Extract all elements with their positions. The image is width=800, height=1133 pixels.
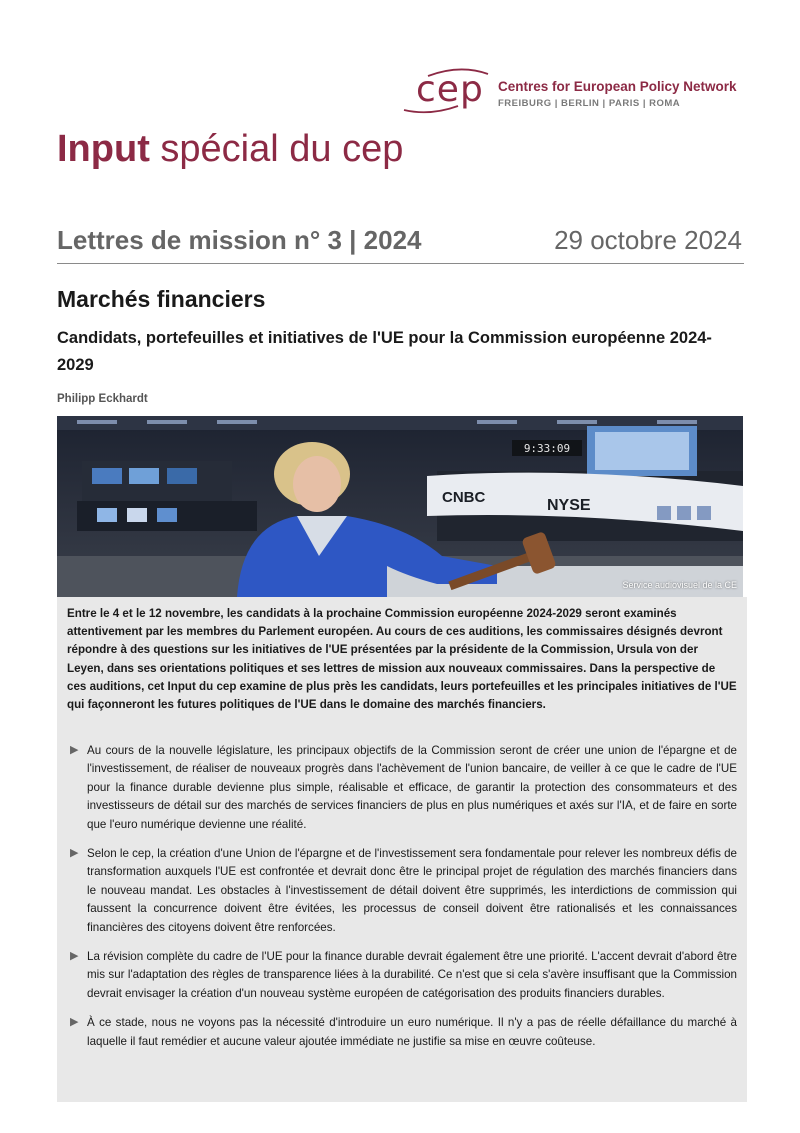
key-point-text: La révision complète du cadre de l'UE pour la finance durable devrait également être une priorité. L'accent devrait d'abord être mis sur l'adaptation des règles de transparence liées à la durabilité. Ce n'est que si cela s'avère insuffisant que la Commission devrait envisager la création d'un nouveau système européen de catégorisation des produits financiers durables. [87,950,737,1000]
cep-logo [400,66,745,116]
triangle-bullet-icon: ▶ [70,847,79,860]
logo-wordmark: cep [416,69,484,110]
series-title-rest: spécial du cep [149,128,404,170]
key-point-text: À ce stade, nous ne voyons pas la nécessité d'introduire un euro numérique. Il n'y a pas de réelle défaillance du marché à laquelle il faut remédier et aucune valeur ajoutée immédiate ne justifie sa mise en œuvre coûteuse. [87,1016,737,1048]
clock-readout: 9:33:09 [523,442,571,455]
broadcaster-sign: CNBC [442,489,486,506]
exchange-sign: NYSE [547,497,591,514]
triangle-bullet-icon: ▶ [70,744,79,756]
organization-name: Centres for European Policy Network [498,79,737,94]
intro-text: seront examinés attentivement par les membres du Parlement européen. Au cours de ces auditions, les commissaires désignés devront répondre à des questions sur les initiatives de l'UE présentées par la présidente de la Commission, Ursula von der Leyen, dans ses orientations politiques et ses lettres de mission aux nouveaux commissaires. Dans la perspective de ces auditions, cet Input du cep examine de plus près les candidats, leurs portefeuilles et les principales initiatives de l'UE qui façonneront les futures politiques de l'UE dans le domaine des marchés financiers. [67,607,737,712]
article-subtitle: Candidats, portefeuilles et initiatives de l'UE pour la Commission européenne 2024-2029 [57,329,712,374]
intro-text: , les candidats à la prochaine Commission européenne [220,607,527,620]
key-point-text: Selon le cep, la création d'une Union de l'épargne et de l'investissement sera fondamentale pour relever les nombreux défis de transformation auxquels l'UE est confrontée et devrait donc être le principal projet de régulation des marchés financiers dans le nouveau mandat. Les obstacles à l'investissement de détail doivent être supprimés, les interdictions de commission qui faussent la concurrence doivent être évitées, les processus de conseil doivent être rationalisés et les connaissances financières des citoyens doivent être renforcées. [87,847,737,934]
series-title [57,128,403,171]
series-title-bold: Input [57,128,150,170]
organization-cities: FREIBURG | BERLIN | PARIS | ROMA [498,98,681,109]
photo-credit: Service audiovisuel de la CE [622,580,737,590]
issue-number: Lettres de mission n° 3 | 2024 [57,225,422,255]
key-point [67,948,737,1003]
key-point [67,845,737,937]
issue-date: 29 octobre 2024 [554,225,742,255]
intro-term: 2024-2029 [526,607,582,620]
triangle-bullet-icon: ▶ [70,1016,79,1029]
summary-box [57,597,747,1102]
article-topic: Marchés financiers [57,286,266,312]
article-photo [57,416,743,597]
trading-floor-illustration [57,416,743,597]
triangle-bullet-icon: ▶ [70,950,79,963]
key-point [67,1014,737,1051]
intro-date-start: 4 [112,607,120,620]
key-points [67,742,737,1062]
summary-intro [67,605,737,714]
issue-line [57,223,744,264]
key-point-text: Au cours de la nouvelle législature, les principaux objectifs de la Commission seront de créer une union de l'épargne et de l'investissement, de réaliser de nouveaux progrès dans l'achèvement de l'union bancaire, de veiller à ce que le cadre de l'UE pour la finance durable devienne plus simple, réalisable et efficace, de garantir la protection des consommateurs et des investisseurs de détail sur des marchés de services financiers de plus en plus numériques et axés sur l'IA, et de faire en sorte que l'euro numérique devienne une réalité. [87,744,737,831]
article-author: Philipp Eckhardt [57,393,148,405]
intro-date-end: 12 novembre [148,607,221,620]
intro-text: et le [119,607,149,620]
intro-text: Entre le [67,607,113,620]
key-point [67,742,737,834]
